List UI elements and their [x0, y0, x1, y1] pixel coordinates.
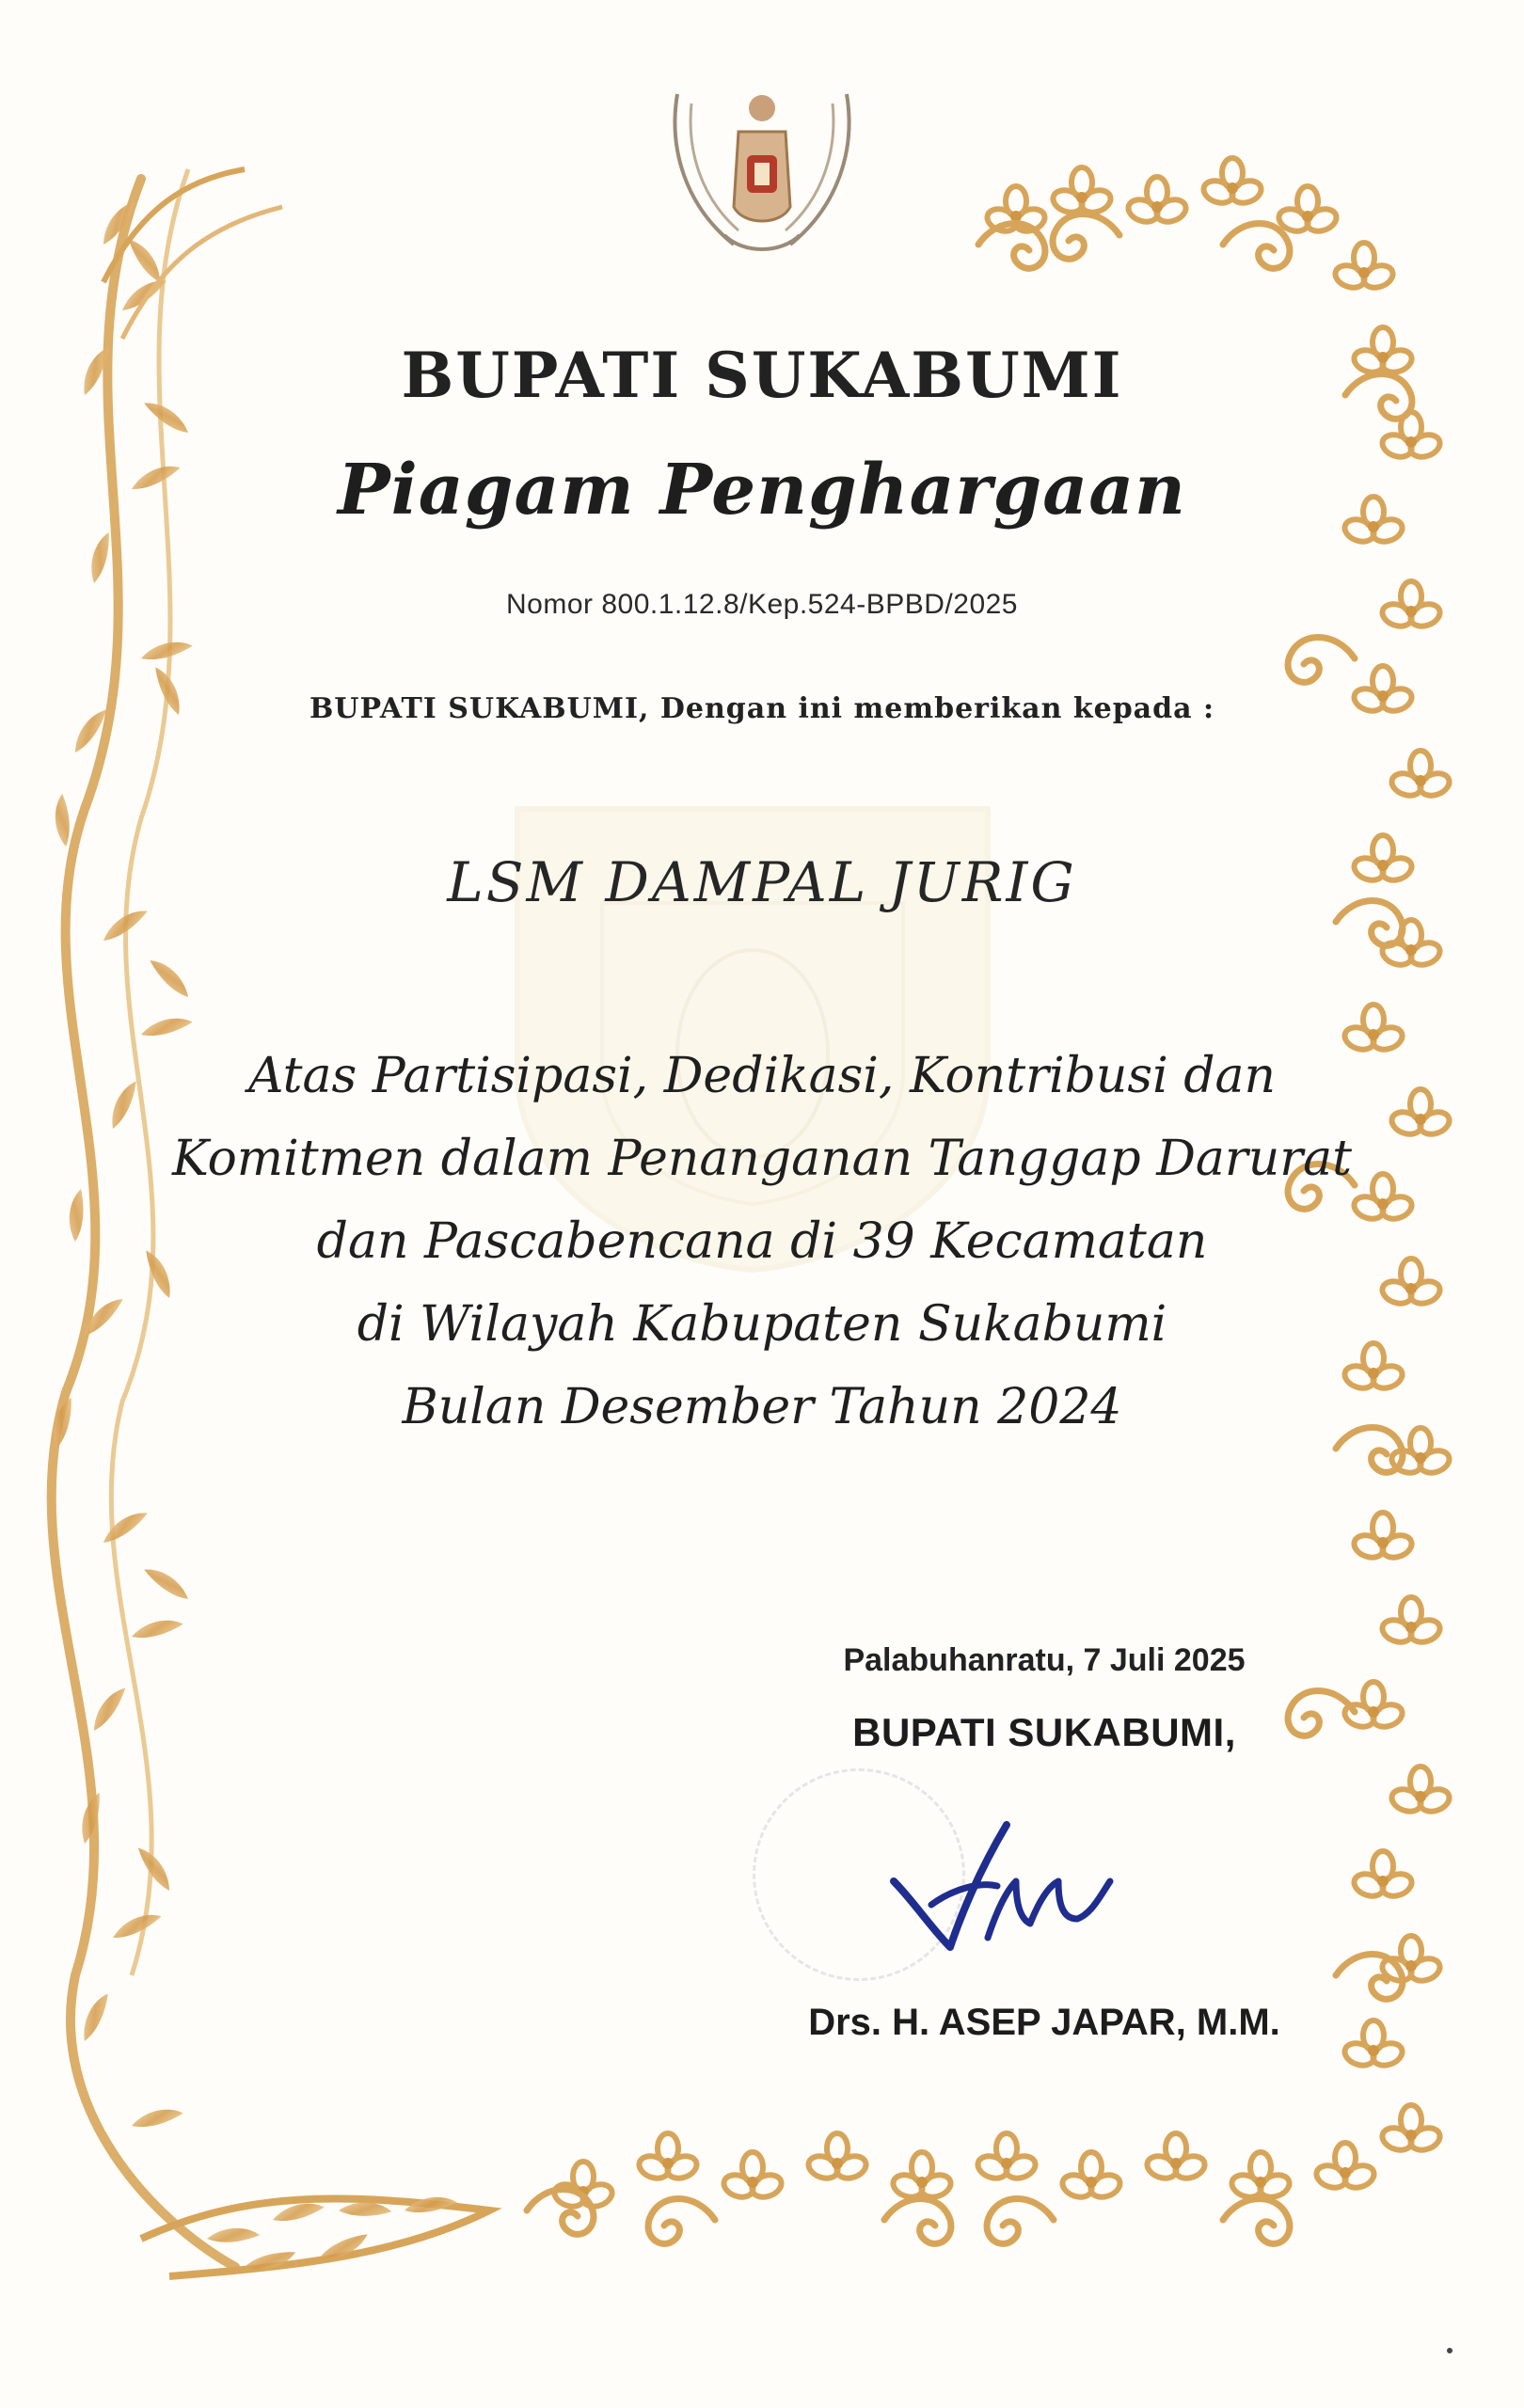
award-reason-line: Bulan Desember Tahun 2024	[402, 1379, 1122, 1435]
signer-name: Drs. H. ASEP JAPAR, M.M.	[808, 2002, 1280, 2043]
award-reason-line: dan Pascabencana di 39 Kecamatan	[316, 1213, 1208, 1270]
document-type-title: Piagam Penghargaan	[338, 450, 1186, 531]
signer-title: BUPATI SUKABUMI,	[852, 1710, 1236, 1754]
place-and-date: Palabuhanratu, 7 Juli 2025	[843, 1642, 1246, 1678]
issuer-heading: BUPATI SUKABUMI	[401, 339, 1123, 412]
award-reason-line: Atas Partisipasi, Dedikasi, Kontribusi dan	[247, 1048, 1277, 1104]
garuda-emblem-icon	[649, 66, 875, 273]
intro-line: BUPATI SUKABUMI, Dengan ini memberikan kepada :	[309, 692, 1215, 725]
speck	[1447, 2348, 1453, 2353]
document-number: Nomor 800.1.12.8/Kep.524-BPBD/2025	[505, 589, 1018, 620]
award-reason	[0, 1035, 1524, 1449]
handwritten-signature	[875, 1815, 1119, 1966]
award-reason-line: Komitmen dalam Penanganan Tanggap Darurat	[172, 1131, 1352, 1187]
award-reason-line: di Wilayah Kabupaten Sukabumi	[357, 1296, 1167, 1353]
recipient-name: LSM DAMPAL JURIG	[447, 850, 1077, 914]
